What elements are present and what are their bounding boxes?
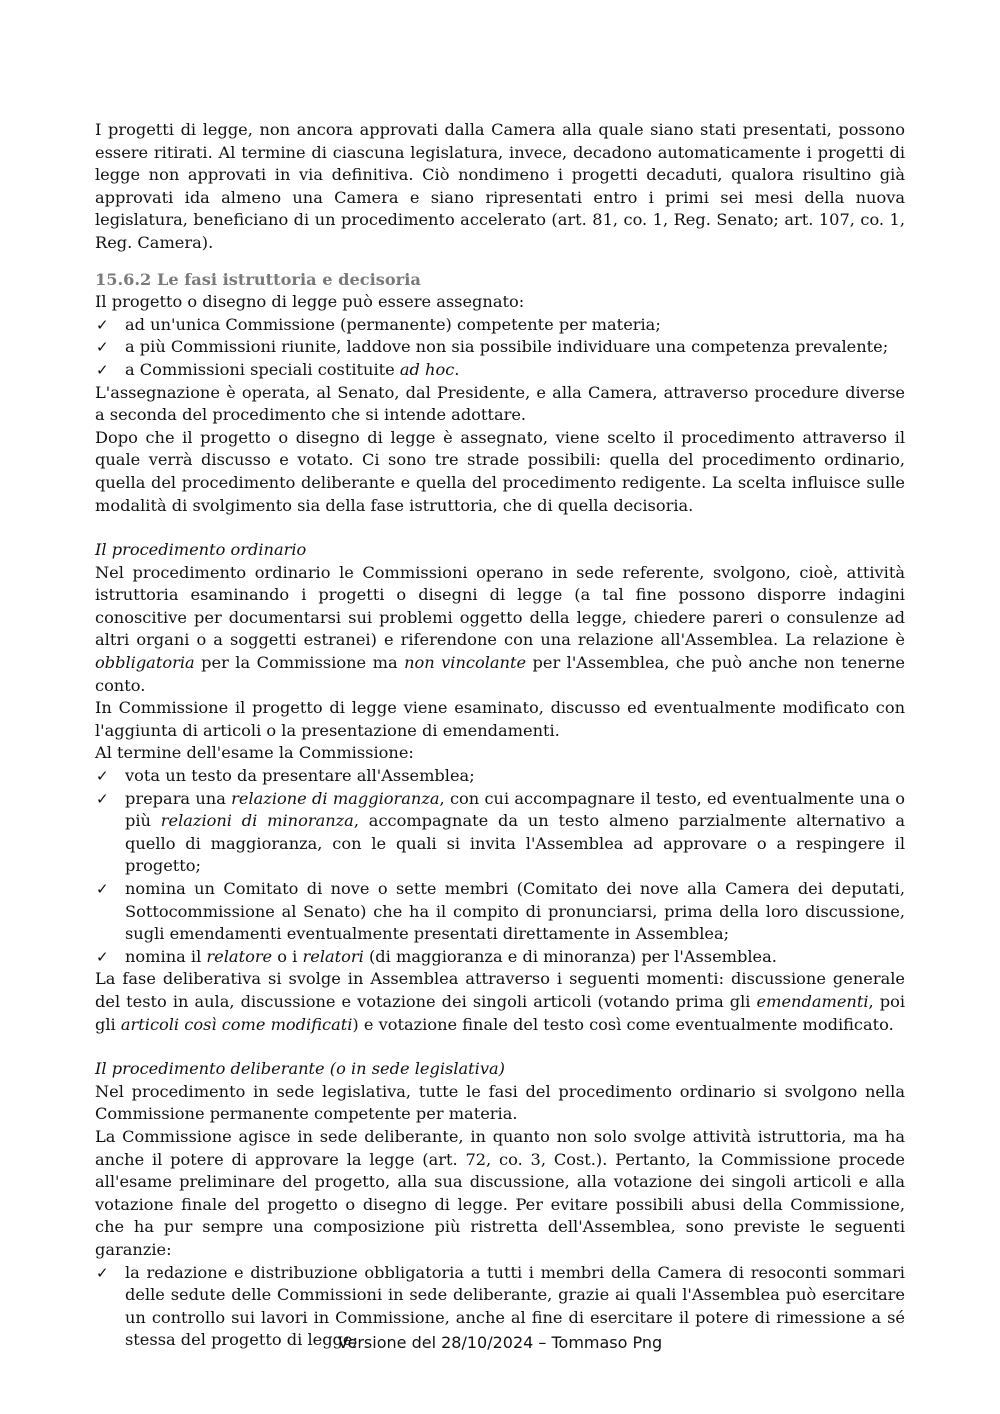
check-icon: ✓ [96, 315, 109, 334]
check-icon: ✓ [96, 360, 109, 379]
deliberante-paragraph-1: Nel procedimento in sede legislativa, tutte le fasi del procedimento ordinario si svolgono nella Commissione permanente competente per materia. [95, 1081, 905, 1124]
check-icon: ✓ [96, 338, 109, 357]
deliberante-paragraph-2: La Commissione agisce in sede deliberante, in quanto non solo svolge attività istruttoria, ma ha anche il potere di approvare la legge (art. 72, co. 3, Cost.). Pertanto, la Commissione procede all'esame preliminare del progetto, alla sua discussione, alla votazione dei singoli articoli e alla votazione finale del progetto o disegno di legge. Per evitare possibili abusi della Commissione, che ha pur sempre una composizione più ristretta dell'Assemblea, sono previste le seguenti garanzie: [95, 1126, 905, 1259]
list-item: ✓ a Commissioni speciali costituite ad hoc. [95, 359, 905, 382]
check-icon: ✓ [96, 1263, 109, 1282]
ordinario-paragraph-3: Al termine dell'esame la Commissione: [95, 743, 414, 763]
choice-paragraph: Dopo che il progetto o disegno di legge è assegnato, viene scelto il procedimento attraverso il quale verrà discusso e votato. Ci sono tre strade possibili: quella del procedimento ordinario, quella del procedimento deliberante e quella del procedimento redigente. La scelta influisce sulle modalità di svolgimento sia della fase istruttoria, che di quella decisoria. [95, 427, 905, 515]
ordinario-paragraph-4: La fase deliberativa si svolge in Assemblea attraverso i seguenti momenti: discussione generale del testo in aula, discussione e votazione dei singoli articoli (votando prima gli emendamenti, poi gli articoli così come modificati) e votazione finale del testo così come eventualmente modificato. [95, 969, 906, 1034]
assign-list [95, 314, 905, 382]
assign-paragraph: L'assegnazione è operata, al Senato, dal Presidente, e alla Camera, attraverso procedure diverse a seconda del procedimento che si intende adottare. [95, 382, 905, 425]
document-page [95, 119, 905, 1352]
ordinario-paragraph-2: In Commissione il progetto di legge viene esaminato, discusso ed eventualmente modificato con l'aggiunta di articoli o la presentazione di emendamenti. [95, 698, 905, 740]
check-icon: ✓ [96, 789, 109, 808]
list-item: ✓ nomina un Comitato di nove o sette membri (Comitato dei nove alla Camera dei deputati, Sottocommissione al Senato) che ha il compito di pronunciarsi, prima della loro discussione, sugli emendamenti eventualmente presentati direttamente in Assemblea; [96, 879, 905, 944]
check-icon: ✓ [96, 767, 109, 786]
ordinario-paragraph-1: Nel procedimento ordinario le Commissioni operano in sede referente, svolgono, cioè, attività istruttoria esaminando i progetti o disegni di legge (a tal fine possono disporre indagini conoscitive per documentarsi sui problemi oggetto della legge, chiedere pareri o consulenze ad altri organi o a soggetti estranei) e riferendone con una relazione all'Assemblea. La relazione è obbligatoria per la Commissione ma non vincolante per l'Assemblea, che può anche non tenerne conto. [95, 562, 905, 695]
list-item: ✓ la redazione e distribuzione obbligatoria a tutti i membri della Camera di resoconti sommari delle sedute delle Commissioni in sede deliberante, grazie ai quali l'Assemblea può esercitare un controllo sui lavori in Commissione, anche al fine di esercitare il potere di rimessione a sé stessa del progetto di legge; [96, 1262, 905, 1350]
list-item: ✓ ad un'unica Commissione (permanente) competente per materia; [95, 314, 905, 337]
assign-intro: Il progetto o disegno di legge può essere assegnato: [95, 292, 525, 312]
check-icon: ✓ [96, 880, 109, 898]
list-item: ✓ a più Commissioni riunite, laddove non sia possibile individuare una competenza prevalente; [95, 336, 905, 359]
list-item: ✓ prepara una relazione di maggioranza, con cui accompagnare il testo, ed eventualmente una o più relazioni di minoranza, accompagnate da un testo almeno parzialmente alternativo a quello di maggioranza, con le quali si invita l'Assemblea ad approvare o a respingere il progetto; [96, 788, 906, 876]
list-item: ✓ vota un testo da presentare all'Assemblea; [95, 765, 905, 788]
ordinario-list [95, 765, 905, 968]
deliberante-title: Il procedimento deliberante (o in sede legislativa) [95, 1059, 505, 1079]
ordinario-title: Il procedimento ordinario [95, 540, 307, 560]
section-heading: 15.6.2 Le fasi istruttoria e decisoria [95, 269, 421, 289]
intro-paragraph: I progetti di legge, non ancora approvati dalla Camera alla quale siano stati presentati, possono essere ritirati. Al termine di ciascuna legislatura, invece, decadono automaticamente i progetti di legge non approvati in via definitiva. Ciò nondimeno i progetti decaduti, qualora risultino già approvati ida almeno una Camera e siano ripresentati entro i primi sei mesi della nuova legislatura, beneficiano di un procedimento accelerato (art. 81, co. 1, Reg. Senato; art. 107, co. 1, Reg. Camera). [95, 120, 905, 252]
list-item: ✓ nomina il relatore o i relatori (di maggioranza e di minoranza) per l'Assemblea. [95, 946, 905, 969]
check-icon: ✓ [96, 947, 109, 966]
page-footer: Versione del 28/10/2024 – Tommaso Png [337, 1333, 663, 1352]
